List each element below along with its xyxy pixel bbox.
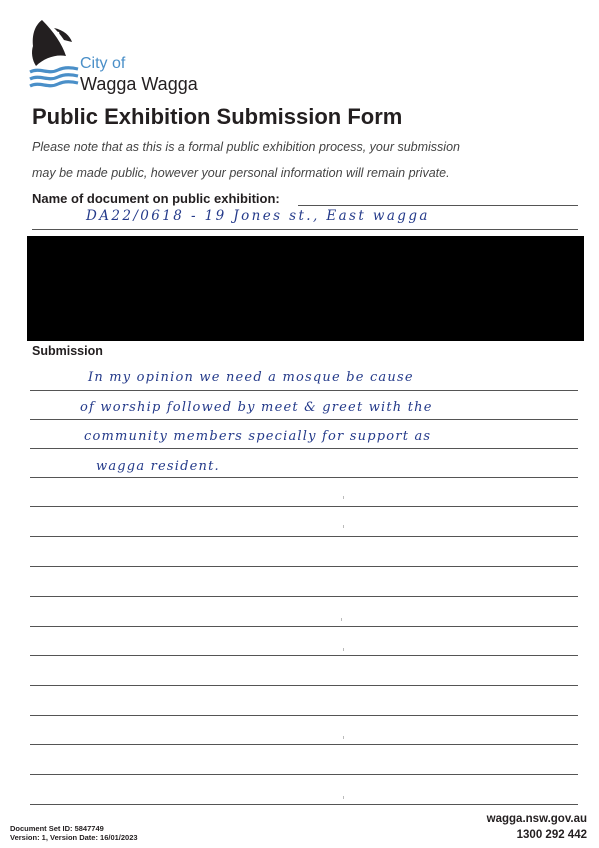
submission-rule xyxy=(30,390,578,391)
privacy-note-line-2: may be made public, however your personal information will remain private. xyxy=(32,166,450,180)
redacted-personal-details xyxy=(27,236,584,341)
council-contact xyxy=(487,811,587,843)
document-set-id: Document Set ID: 5847749 xyxy=(10,824,104,833)
submission-rule xyxy=(30,685,578,686)
logo-city-text: City of xyxy=(80,55,126,72)
scan-speck xyxy=(343,525,344,528)
crow-river-logo-icon xyxy=(24,18,84,92)
scan-speck xyxy=(343,796,344,799)
submission-rule xyxy=(30,655,578,656)
document-name-field[interactable]: DA22/0618 - 19 Jones st., East wagga xyxy=(86,208,430,224)
scan-speck xyxy=(343,736,344,739)
scan-speck xyxy=(343,648,344,651)
logo-name-text: Wagga Wagga xyxy=(80,74,198,94)
submission-rule xyxy=(30,506,578,507)
document-version: Version: 1, Version Date: 16/01/2023 xyxy=(10,833,138,843)
submission-text-line: In my opinion we need a mosque be cause xyxy=(88,370,414,385)
document-name-rule-2 xyxy=(32,229,578,230)
submission-rule xyxy=(30,744,578,745)
submission-rule xyxy=(30,774,578,775)
submission-text-line: wagga resident. xyxy=(96,459,220,474)
document-meta xyxy=(10,824,138,843)
form-title: Public Exhibition Submission Form xyxy=(32,104,403,129)
submission-rule xyxy=(30,626,578,627)
scan-speck xyxy=(341,618,342,621)
council-website: wagga.nsw.gov.au xyxy=(486,813,587,825)
privacy-note-line-1: Please note that as this is a formal public exhibition process, your submission xyxy=(32,140,460,154)
submission-rule xyxy=(30,477,578,478)
submission-text-line: of worship followed by meet & greet with the xyxy=(80,400,433,415)
submission-text-line: community members specially for support as xyxy=(84,429,432,444)
submission-rule xyxy=(30,596,578,597)
submission-label: Submission xyxy=(32,344,103,358)
submission-rule xyxy=(30,715,578,716)
logo-text xyxy=(80,56,198,93)
submission-rule xyxy=(30,419,578,420)
submission-rule xyxy=(30,448,578,449)
document-name-label: Name of document on public exhibition: xyxy=(32,191,280,206)
document-name-rule-1 xyxy=(298,205,578,206)
submission-rule xyxy=(30,536,578,537)
scan-speck xyxy=(343,496,344,499)
submission-rule xyxy=(30,566,578,567)
submission-rule xyxy=(30,804,578,805)
council-phone: 1300 292 442 xyxy=(516,829,587,842)
